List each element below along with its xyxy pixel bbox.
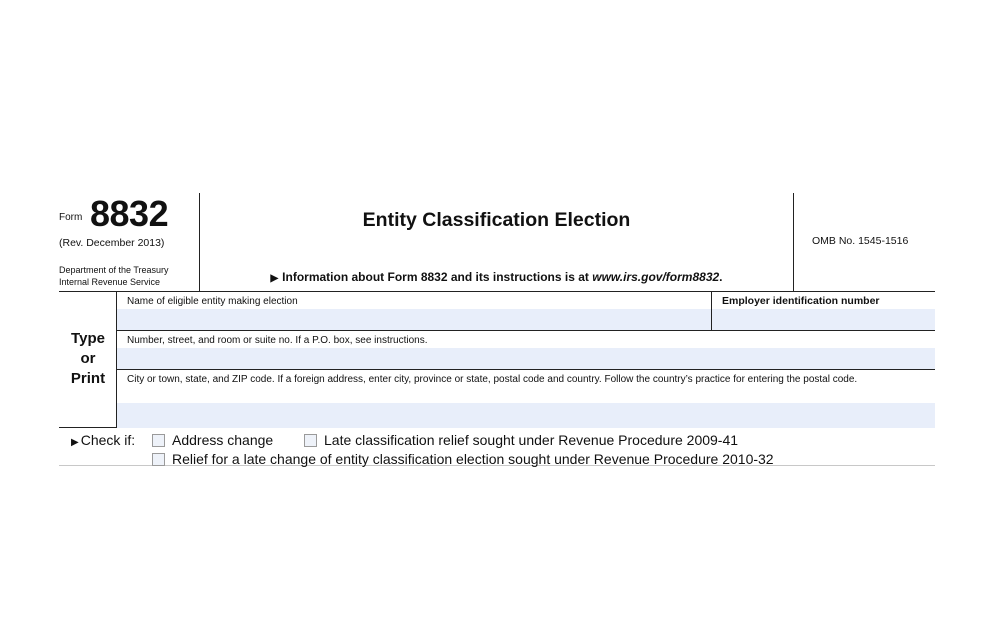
form-8832 xyxy=(59,193,935,466)
department-block xyxy=(59,264,169,288)
revision-date: (Rev. December 2013) xyxy=(59,237,165,249)
name-row xyxy=(117,292,935,331)
omb-number: OMB No. 1545-1516 xyxy=(812,235,909,247)
city-field[interactable] xyxy=(117,403,935,428)
ein-cell xyxy=(712,292,935,330)
department-line-1: Department of the Treasury xyxy=(59,265,169,275)
form-id-block xyxy=(59,193,200,292)
ein-label: Employer identification number xyxy=(722,295,880,307)
check-if-section xyxy=(59,428,935,466)
right-triangle-icon: ▶ xyxy=(270,273,279,284)
late-change-relief-label: Relief for a late change of entity classification election sought under Revenue Procedure 2010-32 xyxy=(172,451,774,467)
street-row xyxy=(117,331,935,370)
info-text: Information about Form 8832 and its instructions is at xyxy=(282,270,589,284)
right-triangle-icon: ▶ xyxy=(71,437,79,448)
form-title: Entity Classification Election xyxy=(362,209,631,231)
info-line xyxy=(200,270,793,284)
check-if-text: Check if: xyxy=(80,432,136,448)
ein-field[interactable] xyxy=(712,309,935,330)
department-line-2: Internal Revenue Service xyxy=(59,277,161,287)
entity-name-label: Name of eligible entity making election xyxy=(127,296,298,307)
entity-name-field[interactable] xyxy=(117,309,711,330)
info-url[interactable]: www.irs.gov/form8832 xyxy=(592,270,720,284)
street-field[interactable] xyxy=(117,348,935,369)
entity-info-section xyxy=(59,292,935,428)
city-cell xyxy=(117,370,935,428)
city-row xyxy=(117,370,935,428)
form-number: 8832 xyxy=(90,193,169,234)
form-word: Form xyxy=(59,212,83,223)
entity-name-cell xyxy=(117,292,712,330)
form-header xyxy=(59,193,935,292)
check-if-label xyxy=(71,432,135,448)
type-or-print-label xyxy=(59,292,117,428)
late-change-relief-checkbox[interactable] xyxy=(152,453,165,466)
type-label: Type xyxy=(71,330,105,347)
omb-block xyxy=(793,193,935,292)
print-label: Print xyxy=(70,370,106,387)
late-classification-relief-checkbox[interactable] xyxy=(304,434,317,447)
street-label: Number, street, and room or suite no. If a P.O. box, see instructions. xyxy=(127,335,428,346)
address-change-label: Address change xyxy=(172,432,274,448)
address-change-option[interactable] xyxy=(152,432,273,448)
info-end: . xyxy=(719,270,723,284)
or-label: or xyxy=(80,350,96,367)
late-classification-relief-option[interactable] xyxy=(304,432,738,448)
street-cell xyxy=(117,331,935,369)
late-change-relief-option[interactable] xyxy=(152,451,774,467)
late-classification-relief-label: Late classification relief sought under Revenue Procedure 2009-41 xyxy=(324,432,739,448)
city-label: City or town, state, and ZIP code. If a foreign address, enter city, province or state, postal code and country. Follow the country’s practice for entering the postal code. xyxy=(127,374,858,385)
address-change-checkbox[interactable] xyxy=(152,434,165,447)
